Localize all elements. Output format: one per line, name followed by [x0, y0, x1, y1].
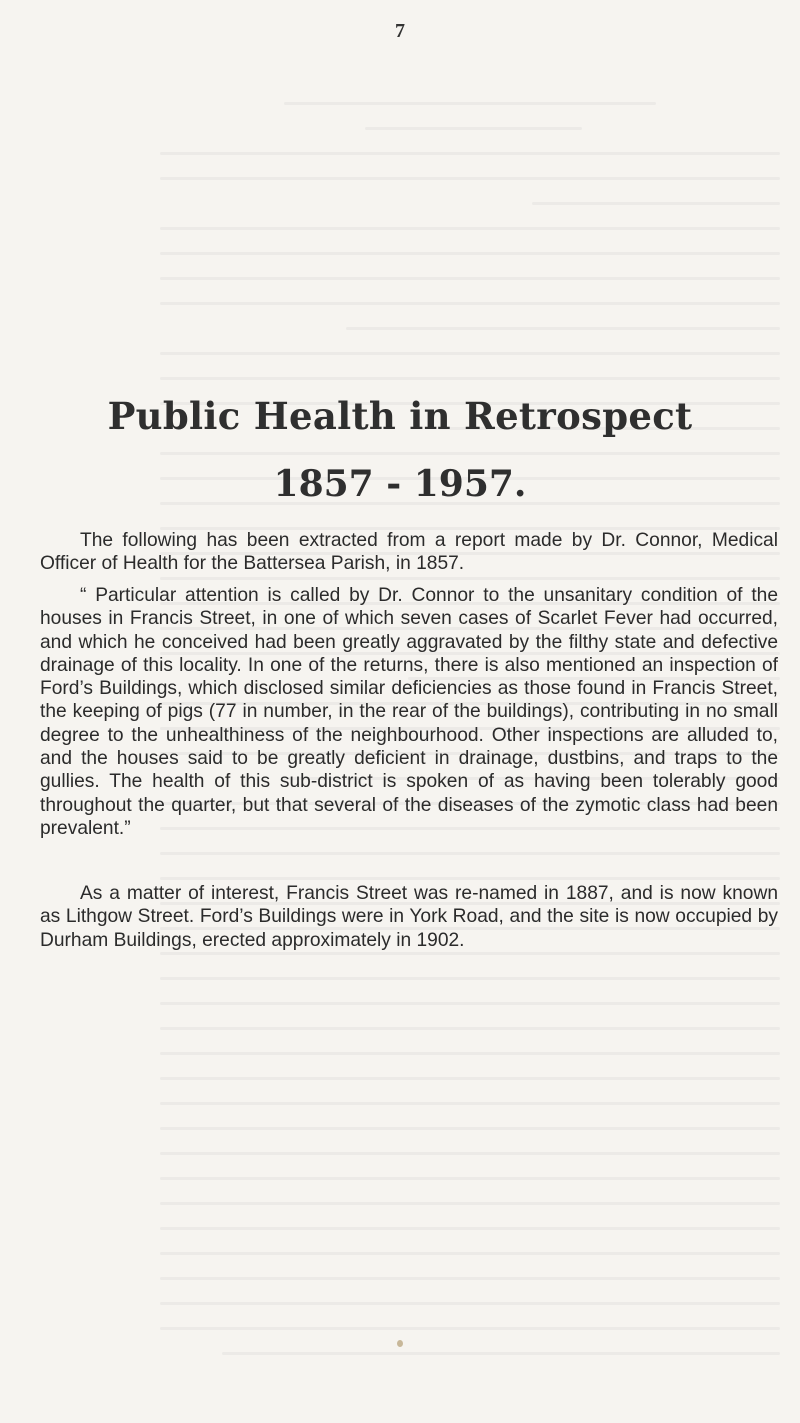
page-number: 7	[395, 20, 405, 42]
document-years: 1857 - 1957.	[273, 463, 527, 505]
print-mark	[397, 1340, 403, 1347]
quoted-report-paragraph: “ Particular attention is called by Dr. Connor to the unsanitary condition of the houses in Francis Street, in one of which seven cases of Scarlet Fever had occurred, and which he conceived had been greatly aggravated by the filthy state and defective drainage of this locality. In one of the returns, there is also mentioned an inspection of Ford’s Buildings, which disclosed similar deficiencies as those found in Francis Street, the keeping of pigs (77 in number, in the rear of the buildings), contributing in no small degree to the unhealthiness of the neighbourhood. Other inspections are alluded to, and the houses said to be greatly deficient in drainage, dustbins, and traps to the gullies. The health of this sub-district is spoken of as having been tolerably good throughout the quarter, but that several of the diseases of the zymotic class had been prevalent.”	[40, 585, 778, 839]
intro-paragraph: The following has been extracted from a report made by Dr. Connor, Medical Officer of Health for the Battersea Parish, in 1857.	[40, 530, 778, 575]
document-title: Public Health in Retrospect	[107, 394, 693, 438]
note-paragraph: As a matter of interest, Francis Street was re-named in 1887, and is now known as Lithgow Street. Ford’s Buildings were in York Road, and the site is now occupied by Durham Buildings, erected approximately in 1902.	[40, 883, 778, 951]
